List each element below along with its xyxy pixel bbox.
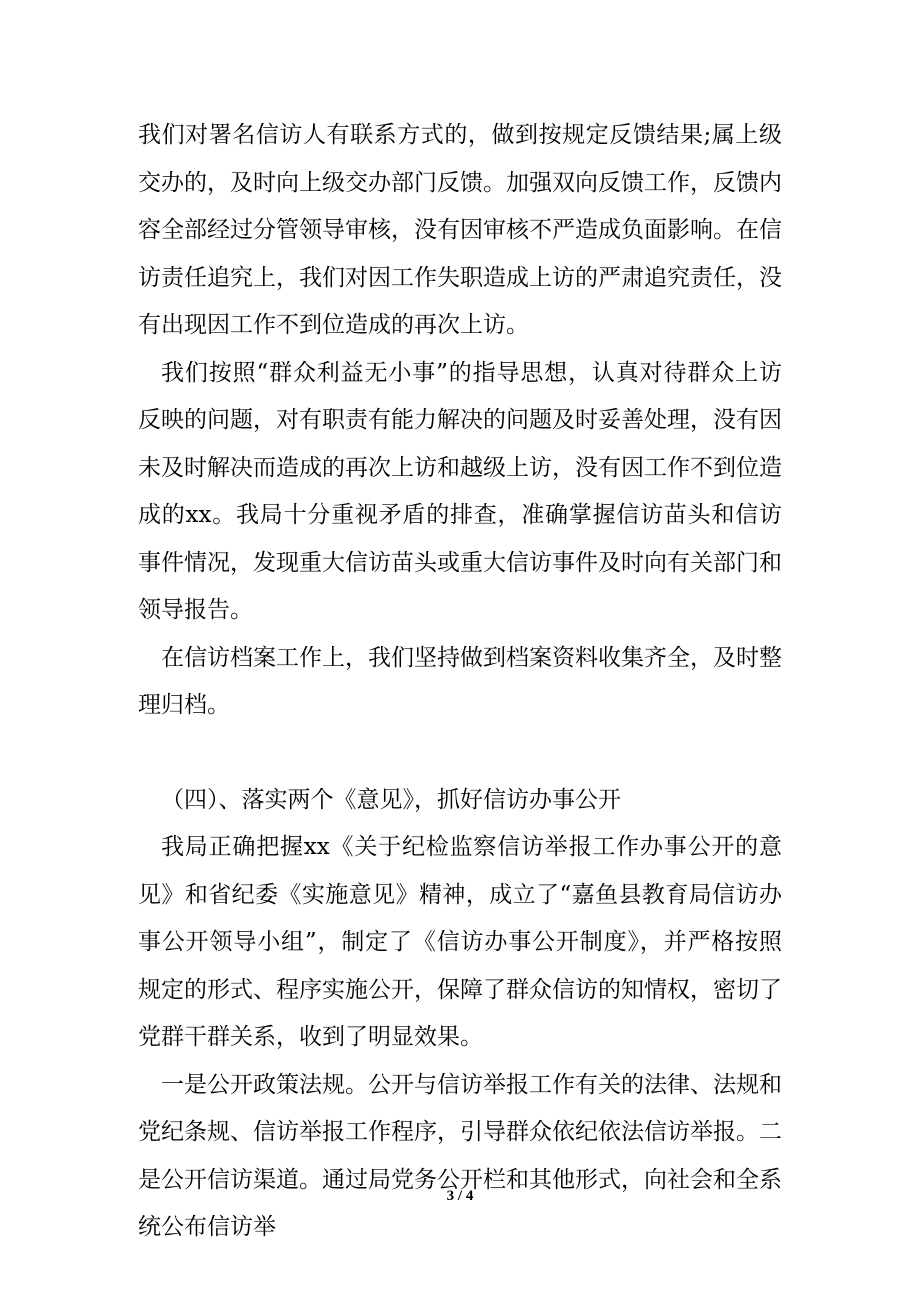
section-gap — [138, 730, 782, 777]
page-number: 3 / 4 — [446, 1188, 474, 1204]
paragraph-5: 一是公开政策法规。公开与信访举报工作有关的法律、法规和党纪条规、信访举报工作程序，引导群众依纪依法信访举报。二是公开信访渠道。通过局党务公开栏和其他形式，向社会和全系统公布信访举 — [138, 1071, 782, 1240]
paragraph-4: 我局正确把握xx《关于纪检监察信访举报工作办事公开的意见》和省纪委《实施意见》精神，成立了“嘉鱼县教育局信访办事公开领导小组”，制定了《信访办事公开制度》，并严格按照规定的形式、程序实施公开，保障了群众信访的知情权，密切了党群干群关系，收到了明显效果。 — [138, 834, 782, 1050]
paragraph-3: 在信访档案工作上，我们坚持做到档案资料收集齐全，及时整理归档。 — [138, 644, 782, 718]
document-body — [138, 112, 782, 1252]
section-heading: （四）、落实两个《意见》，抓好信访办事公开 — [161, 786, 621, 813]
paragraph-1: 我们对署名信访人有联系方式的，做到按规定反馈结果;属上级交办的，及时向上级交办部门反馈。加强双向反馈工作，反馈内容全部经过分管领导审核，没有因审核不严造成负面影响。在信访责任追究上，我们对因工作失职造成上访的严肃追究责任，没有出现因工作不到位造成的再次上访。 — [138, 122, 782, 338]
paragraph-2: 我们按照“群众利益无小事”的指导思想，认真对待群众上访反映的问题，对有职责有能力解决的问题及时妥善处理，没有因未及时解决而造成的再次上访和越级上访，没有因工作不到位造成的xx。我局十分重视矛盾的排查，准确掌握信访苗头和信访事件情况，发现重大信访苗头或重大信访事件及时向有关部门和领导报告。 — [138, 359, 782, 623]
